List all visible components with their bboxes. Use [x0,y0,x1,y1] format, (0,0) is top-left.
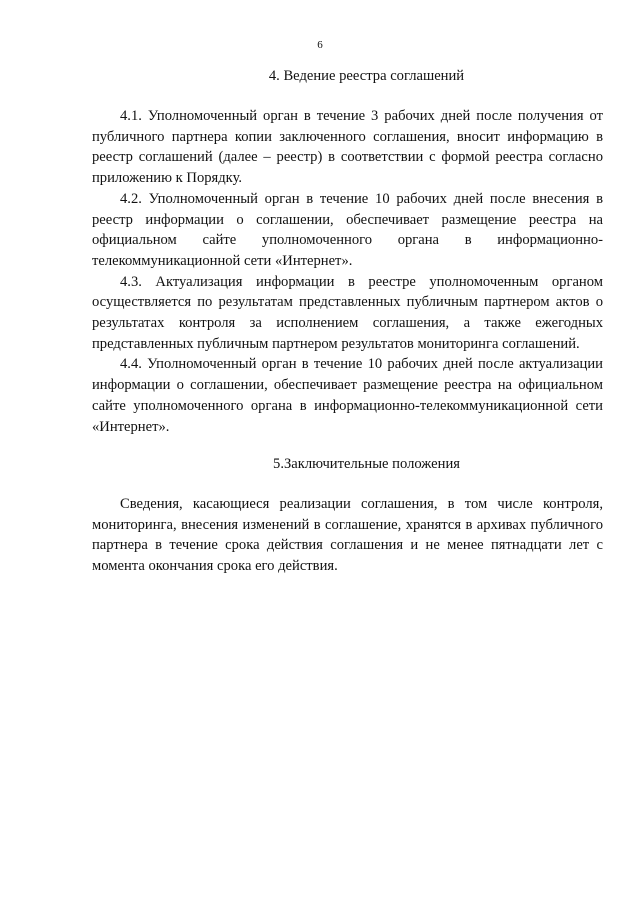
paragraph-4-1: 4.1. Уполномоченный орган в течение 3 рабочих дней после получения от публичного партнера копии заключенного соглашения, вносит информацию в реестр соглашений (далее – реестр) в соответствии с формой реестра согласно приложению к Порядку. [92,108,603,187]
section-5-title: 5.Заключительные положения [273,456,460,472]
paragraph-5-1: Сведения, касающиеся реализации соглашения, в том числе контроля, мониторинга, внесения изменений в соглашение, хранятся в архивах публичного партнера в течение срока действия соглашения и не менее пятнадцати лет с момента окончания срока его действия. [92,496,603,575]
section-4-title: 4. Ведение реестра соглашений [268,68,465,84]
paragraph-4-4: 4.4. Уполномоченный орган в течение 10 рабочих дней после актуализации информации о соглашении, обеспечивает размещение реестра на официальном сайте уполномоченного органа в информационно-телекоммуникационной сети «Интернет». [92,356,603,435]
section-5-body [92,494,603,577]
paragraph-4-2: 4.2. Уполномоченный орган в течение 10 рабочих дней после внесения в реестр информации о соглашении, обеспечивает размещение реестра на официальном сайте уполномоченного органа в информационно-телекоммуникационной сети «Интернет». [92,190,603,269]
page-number: 6 [317,39,323,51]
paragraph-4-3: 4.3. Актуализация информации в реестре уполномоченным органом осуществляется по результатам представленных публичным партнером актов о результатах контроля за исполнением соглашения, а также ежегодных представленных публичным партнером результатов мониторинга соглашений. [92,273,603,352]
section-4-body [92,106,603,437]
